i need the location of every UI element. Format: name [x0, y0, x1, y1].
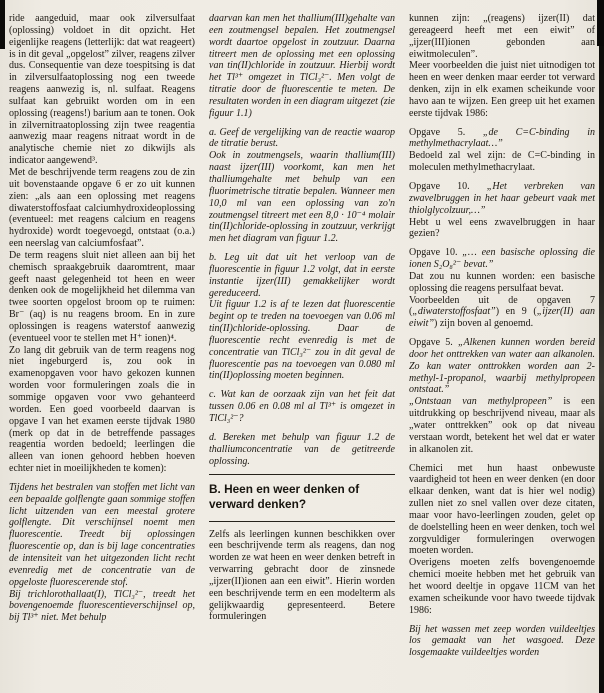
exam-quote-text: Tijdens het bestralen van stoffen met licht van een bepaalde golflengte gaan sommige stoffen licht uitzenden van een meestal grotere golflengte. Dit verschijnsel noemt men fluorescentie. Treedt bij oplossingen fluorescentie op, dan is bij lage concentraties de intensiteit van het uitgezonden licht recht evenredig met de concentratie van de opgeloste fluorescerende stof.	[9, 481, 195, 588]
text-columns	[9, 13, 595, 691]
paragraph	[209, 389, 395, 425]
body-text: Chemici met hun haast onbewuste vaardigheid tot heen en weer denken (en door elkaar denken, want dat is hier wel nodig) zullen niet zo snel vallen over deze citaten, maar voor havo-leerlingen zouden, gelet op de doelstelling heen en weer denken, toch wel zorgvuldiger formuleringen overwogen moeten worden.	[409, 462, 595, 557]
body-text: kunnen zijn: „(reagens) ijzer(II) dat gereageerd heeft met een eiwit” of „ijzer(III)ionen gebonden aan eiwitmoleculen”.	[409, 13, 595, 60]
paragraph	[9, 167, 195, 250]
column-left	[9, 13, 195, 691]
body-text: Dat zou nu kunnen worden: een basische oplossing die reagens persulfaat bevat.	[409, 270, 595, 294]
paragraph	[409, 127, 595, 151]
body-text: Opgave 5.	[409, 337, 458, 349]
paragraph	[209, 127, 395, 151]
paragraph	[9, 250, 195, 345]
paragraph	[209, 252, 395, 299]
column-middle	[209, 13, 395, 691]
exam-quote-text: „ijzer(II) aan eiwit”	[409, 306, 595, 330]
paragraph	[9, 345, 195, 475]
body-text: Zelfs als leerlingen kunnen beschikken over een beschrijvende term als reagens, dan nog worden ze wat heen en weer denken betreft in verwarring gebracht door de zinsnede „ijzer(II)ionen aan een eiwit”. Hierin worden een beschrijvende term en een modelterm als gelijkwaardig gepresenteerd. Betere formuleringen	[209, 528, 395, 623]
body-text: ) zijn boven al genoemd.	[434, 318, 534, 330]
section-divider-rule	[209, 521, 395, 522]
body-text: Opgave 5.	[409, 126, 483, 138]
exam-quote-text: Ook in zoutmengsels, waarin thallium(III) naast ijzer(III) voorkomt, kan men het thalliumgehalte met behulp van een fluorimetrische titratie bepalen. Wanneer men 10,0 ml van een oplossing van zo'n zoutmengsel titreert met een 8,0 · 10⁻⁴ molair tin(II)chloride-oplossing in zoutzuur, verkrijgt men het diagram van figuur 1.2.	[209, 150, 395, 245]
paragraph	[209, 150, 395, 245]
body-text: ) en 9 (	[495, 306, 537, 318]
paragraph	[209, 299, 395, 382]
exam-quote-text: „diwaterstoffosfaat”	[412, 306, 496, 318]
scan-artifact-left-edge	[0, 0, 5, 49]
body-text: Opgave 10.	[409, 247, 463, 259]
paragraph	[9, 589, 195, 625]
paragraph	[409, 396, 595, 455]
paragraph	[209, 529, 395, 624]
exam-quote-text: Bij trichlorothallaat(I), TlCl₃²⁻, treedt het bovengenoemde fluorescentieverschijnsel op, bij Tl³⁺ niet. Met behulp	[9, 588, 195, 624]
paragraph	[209, 13, 395, 120]
paragraph	[409, 557, 595, 616]
body-text: Zo lang dit gebruik van de term reagens nog niet ingeburgerd is, zou ook in examenopgaven voor havo gekozen kunnen worden voor formuleringen zoals die in sommige opgaven voor vwo gehanteerd worden. Een goed voorbeeld daarvan is opgave I van het examen eerste tijdvak 1980 (merk op dat in de betreffende passages reagentia worden bedoeld; leerlingen die alleen van ionen gehoord hebben hoeven echter niet in moeilijkheden te komen):	[9, 344, 195, 475]
section-divider-rule	[209, 474, 395, 475]
body-text: Voorbeelden uit de opgaven 7 (	[409, 294, 595, 318]
scan-artifact-top-right-corner	[597, 0, 604, 46]
body-text: Hebt u wel eens zwavelbruggen in haar gezien?	[409, 216, 595, 240]
paragraph	[409, 247, 595, 271]
body-text: Met de beschrijvende term reagens zou de zin uit bovenstaande opgave 6 er zo uit kunnen zien: „als aan een oplossing met reagens diwaterstoffosfaat calciumhydroxideoplossing (eventueel: met reagens calcium en reagens hydroxide) wordt toegevoegd, ontstaat (o.a.) een neerslag van calciumfosfaat”.	[9, 166, 195, 250]
exam-quote-text: „Het verbreken van zwavelbruggen in het haar gebeurt vaak met thiolglycolzuur,…”	[409, 180, 595, 216]
paragraph	[409, 150, 595, 174]
exam-quote-text: c. Wat kan de oorzaak zijn van het feit dat tussen 0.06 en 0.08 ml al Tl³⁺ is omgezet in TlCl₃²⁻?	[209, 389, 395, 424]
paragraph	[409, 217, 595, 241]
column-right	[409, 13, 595, 691]
paragraph	[409, 463, 595, 558]
body-text: Opgave 10.	[409, 180, 487, 192]
section-heading: B. Heen en weer denken of verward denken?	[209, 482, 360, 511]
exam-quote-text: „Alkenen kunnen worden bereid door het onttrekken van water aan alkanolen. Zo kan water onttrokken worden aan 2-methyl-1-propanol, waarbij methylpropeen ontstaat.”	[409, 337, 595, 396]
exam-quote-text: b. Leg uit dat uit het verloop van de fluorescentie in figuur 1.2 volgt, dat in eerste instantie ijzer(III) gemakkelijker wordt gereduceerd.	[209, 252, 395, 299]
paragraph	[409, 624, 595, 660]
exam-quote-text: a. Geef de vergelijking van de reactie waarop de titratie berust.	[209, 126, 395, 150]
body-text: Bedoeld zal wel zijn: de C=C-binding in moleculen methylmethacrylaat.	[409, 150, 595, 174]
paragraph	[409, 181, 595, 217]
paragraph	[409, 337, 595, 396]
exam-quote-text: „… een basische oplossing die ionen S₂O₈²⁻ bevat.”	[409, 247, 595, 271]
body-text: De term reagens sluit niet alleen aan bij het chemisch spraakgebruik daaromtrent, maar geeft naast gelegenheid tot heen en weer denken ook de mogelijkheid het dilemma van twee soorten opgelost broom op te ruimen: Br⁻ (aq) is nu reagens broom. En in zure oplossingen is reagens waterstof aanwezig (eventueel voor te stellen met H⁺ ionen)⁴.	[9, 249, 195, 344]
body-text: is een uitdrukking op beschrijvend niveau, maar als „water onttrekken” ook op dat niveau verstaan wordt, betekent het wel dat er water in alkanolen zit.	[409, 396, 595, 455]
body-text: Meer voorbeelden die juist niet uitnodigen tot heen en weer denken maar eerder tot verward denken, zijn in elk examen scheikunde voor havo aan te wijzen. Een greep uit het examen eerste tijdvak 1986:	[409, 60, 595, 119]
exam-quote-text: „Ontstaan van methylpropeen”	[409, 396, 553, 408]
paragraph	[409, 295, 595, 331]
paragraph	[9, 13, 195, 167]
paragraph	[9, 482, 195, 589]
scan-artifact-right-edge	[599, 0, 604, 693]
exam-quote-text: Bij het wassen met zeep worden vuildeeltjes los gemaakt van het wasgoed. Deze losgemaakte vuildeeltjes worden	[409, 623, 595, 659]
exam-quote-text: d. Bereken met behulp van figuur 1.2 de thalliumconcentratie van de getitreerde oplossing.	[209, 431, 395, 467]
paragraph	[409, 271, 595, 295]
paragraph	[409, 13, 595, 60]
paragraph	[209, 432, 395, 468]
exam-quote-text: „de C=C-binding in methylmethacrylaat…”	[409, 126, 595, 150]
paragraph	[409, 60, 595, 119]
exam-quote-text: daarvan kan men het thallium(III)gehalte van een zoutmengsel bepalen. Het zoutmengsel wordt daartoe opgelost in zoutzuur. Daarna titreert men de oplossing met een oplossing van tin(II)chloride in zoutzuur. Hierbij wordt het Tl³⁺ omgezet in TlCl₃²⁻. Men volgt de titratie door de fluorescentie te meten. De resultaten worden in een diagram uitgezet (zie figuur 1.1)	[209, 13, 395, 119]
body-text: ride aangeduid, maar ook zilversulfaat (oplossing) voldoet in dit opzicht. Het eigenlijke reagens (letterlijk: dat wat reageert) is in dit geval „opgelost” zilver, reagens zilver dus. Consequentie van deze toespitsing is dat in zilversulfaatoplossing nog een tweede reagens aanwezig is, nl. sulfaat. Reagens sulfaat kan gebruikt worden om in een oplossing (reagens!) barium aan te tonen. Ook in zilvernitraatoplossing zijn twee reagentia aanwezig maar reagens nitraat wordt in de analytische chemie niet zo dikwijls als indicator aangewend³.	[9, 13, 195, 167]
exam-quote-text: Uit figuur 1.2 is af te lezen dat fluorescentie begint op te treden na toevoegen van 0.06 ml tin(II)chloride-oplossing. Daar de fluorescentie recht evenredig is met de concentratie van TlCl₃²⁻ zou in dit geval de fluorescentie pas na toevoegen van 0.080 ml tin(II)oplossing moeten beginnen.	[209, 299, 395, 382]
body-text: Overigens moeten zelfs bovengenoemde chemici moeite hebben met het gebruik van het woord deeltje in opgave 11CM van het examen scheikunde voor havo tweede tijdvak 1986:	[409, 557, 595, 616]
